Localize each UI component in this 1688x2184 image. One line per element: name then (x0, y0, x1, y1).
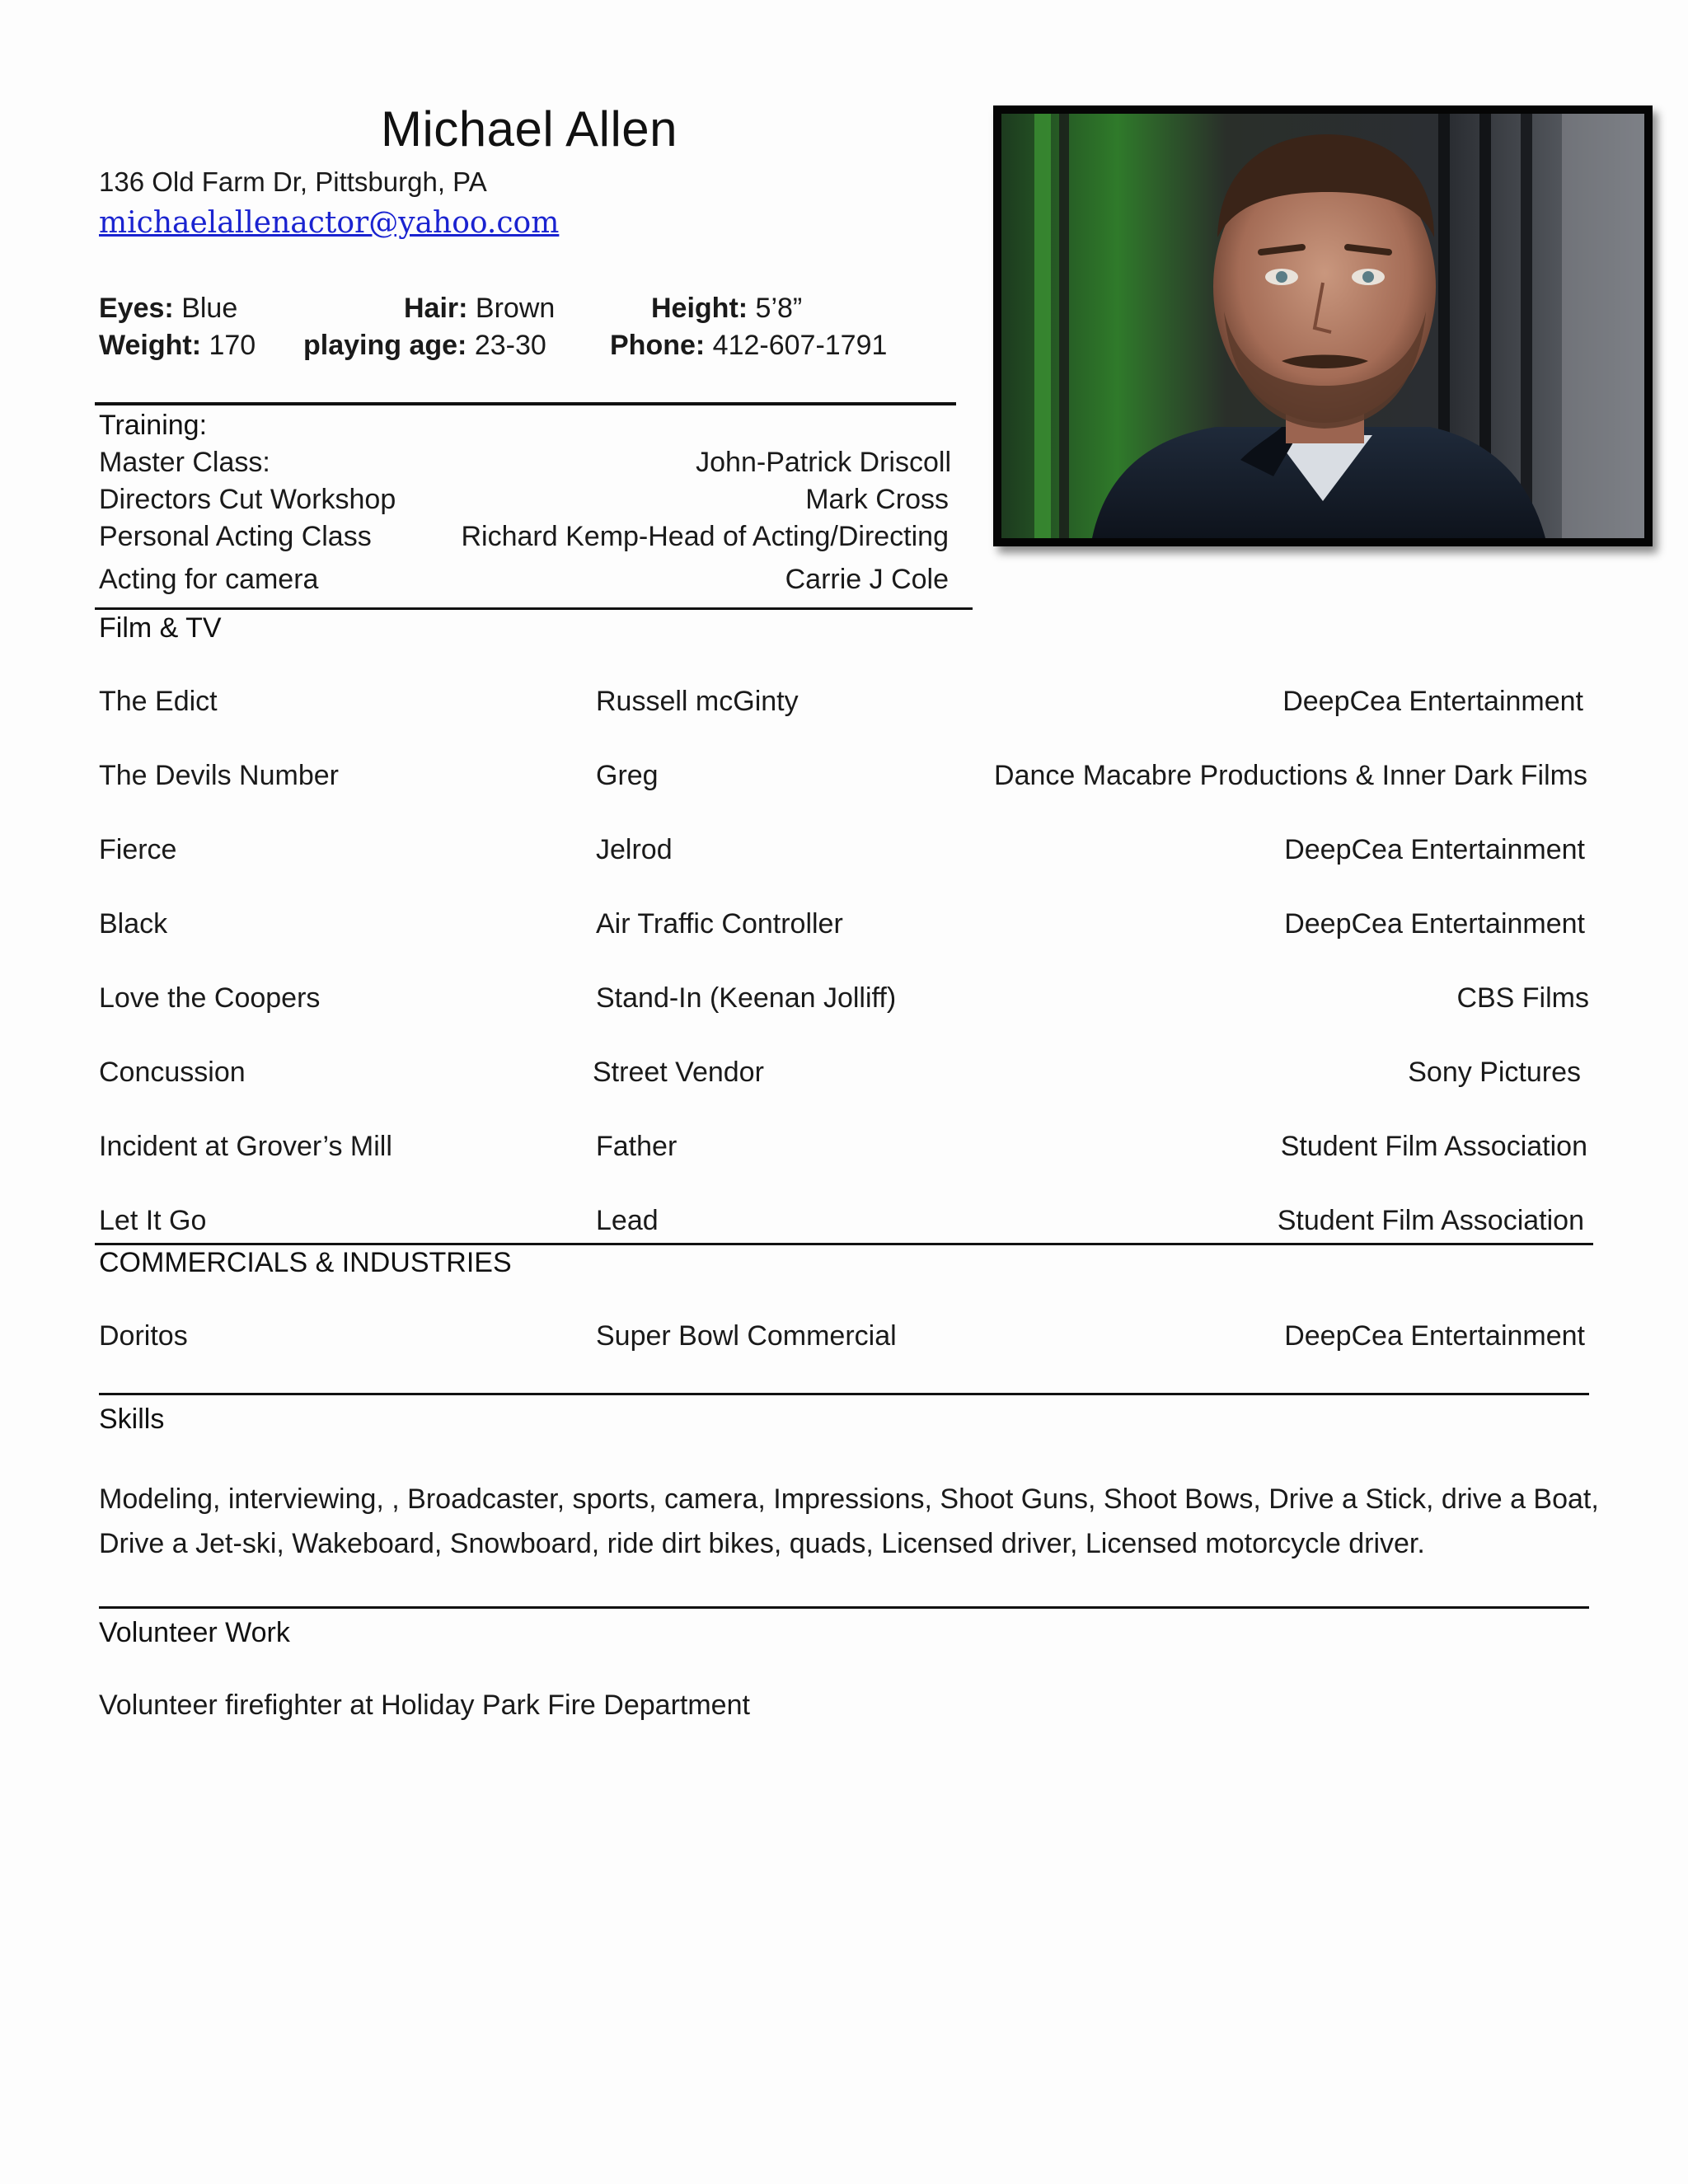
film-role: Greg (596, 760, 659, 791)
stat-weight-value: 170 (209, 330, 256, 361)
film-company: DeepCea Entertainment (1282, 686, 1583, 717)
skills-text-line: Drive a Jet-ski, Wakeboard, Snowboard, ride dirt bikes, quads, Licensed driver, Licensed motorcycle driver. (99, 1528, 1425, 1559)
film-title: Fierce (99, 834, 177, 865)
stat-phone-label: Phone: (610, 330, 706, 361)
training-heading: Training: (99, 410, 208, 441)
film-role: Street Vendor (593, 1057, 764, 1088)
volunteer-heading: Volunteer Work (99, 1617, 290, 1648)
film-role: Russell mcGinty (596, 686, 799, 717)
film-role: Lead (596, 1205, 659, 1236)
volunteer-divider (99, 1606, 1589, 1609)
stat-playing-age (303, 330, 546, 362)
stat-eyes-label: Eyes: (99, 293, 174, 324)
training-course: Directors Cut Workshop (99, 484, 396, 515)
film-title: Concussion (99, 1057, 246, 1088)
commercial-role: Super Bowl Commercial (596, 1320, 897, 1352)
skills-text-line: Modeling, interviewing, , Broadcaster, sports, camera, Impressions, Shoot Guns, Shoot Bows, Drive a Stick, drive a Boat, (99, 1483, 1599, 1515)
film-title: The Devils Number (99, 760, 339, 791)
film-title: Love the Coopers (99, 982, 321, 1014)
stat-phone (610, 330, 887, 362)
training-teacher: John-Patrick Driscoll (696, 447, 951, 478)
training-course: Master Class: (99, 447, 270, 478)
stat-height-value: 5’8” (755, 293, 803, 324)
film-tv-heading: Film & TV (99, 612, 222, 644)
training-course: Acting for camera (99, 564, 319, 595)
film-role: Father (596, 1131, 678, 1162)
address: 136 Old Farm Dr, Pittsburgh, PA (99, 166, 487, 197)
training-course: Personal Acting Class (99, 521, 372, 552)
film-company: Student Film Association (1280, 1131, 1587, 1162)
film-tv-divider (95, 607, 973, 610)
commercials-divider (95, 1243, 1593, 1245)
film-title: Incident at Grover’s Mill (99, 1131, 392, 1162)
volunteer-text: Volunteer firefighter at Holiday Park Fire Department (99, 1690, 750, 1721)
stat-eyes-value: Blue (181, 293, 238, 324)
commercials-heading: COMMERCIALS & INDUSTRIES (99, 1247, 512, 1278)
commercial-company: DeepCea Entertainment (1284, 1320, 1585, 1352)
stat-height-label: Height: (651, 293, 748, 324)
stat-weight-label: Weight: (99, 330, 202, 361)
film-title: Let It Go (99, 1205, 207, 1236)
email-link[interactable]: michaelallenactor@yahoo.com (99, 206, 560, 240)
stat-hair-label: Hair: (404, 293, 468, 324)
training-teacher: Richard Kemp-Head of Acting/Directing (461, 521, 949, 552)
training-teacher: Mark Cross (805, 484, 949, 515)
film-title: Black (99, 908, 168, 940)
stat-phone-value: 412-607-1791 (712, 330, 888, 361)
film-company: Student Film Association (1277, 1205, 1584, 1236)
training-teacher: Carrie J Cole (785, 564, 949, 595)
film-company: Sony Pictures (1408, 1057, 1581, 1088)
film-role: Stand-In (Keenan Jolliff) (596, 982, 897, 1014)
stat-hair-value: Brown (475, 293, 556, 324)
film-company: Dance Macabre Productions & Inner Dark Films (994, 760, 1587, 791)
skills-heading: Skills (99, 1404, 165, 1435)
headshot-photo (1001, 114, 1644, 538)
stat-hair (404, 293, 555, 325)
headshot-photo-frame (993, 105, 1653, 546)
commercial-title: Doritos (99, 1320, 188, 1352)
stat-playing-age-value: 23-30 (474, 330, 546, 361)
film-role: Jelrod (596, 834, 673, 865)
film-company: CBS Films (1456, 982, 1589, 1014)
stat-eyes (99, 293, 237, 325)
actor-name: Michael Allen (381, 101, 678, 157)
stat-playing-age-label: playing age: (303, 330, 467, 361)
stat-height (651, 293, 802, 325)
film-company: DeepCea Entertainment (1284, 834, 1585, 865)
stat-weight (99, 330, 256, 362)
film-role: Air Traffic Controller (596, 908, 843, 940)
skills-divider (99, 1393, 1589, 1395)
training-divider (95, 402, 956, 405)
film-title: The Edict (99, 686, 218, 717)
film-company: DeepCea Entertainment (1284, 908, 1585, 940)
